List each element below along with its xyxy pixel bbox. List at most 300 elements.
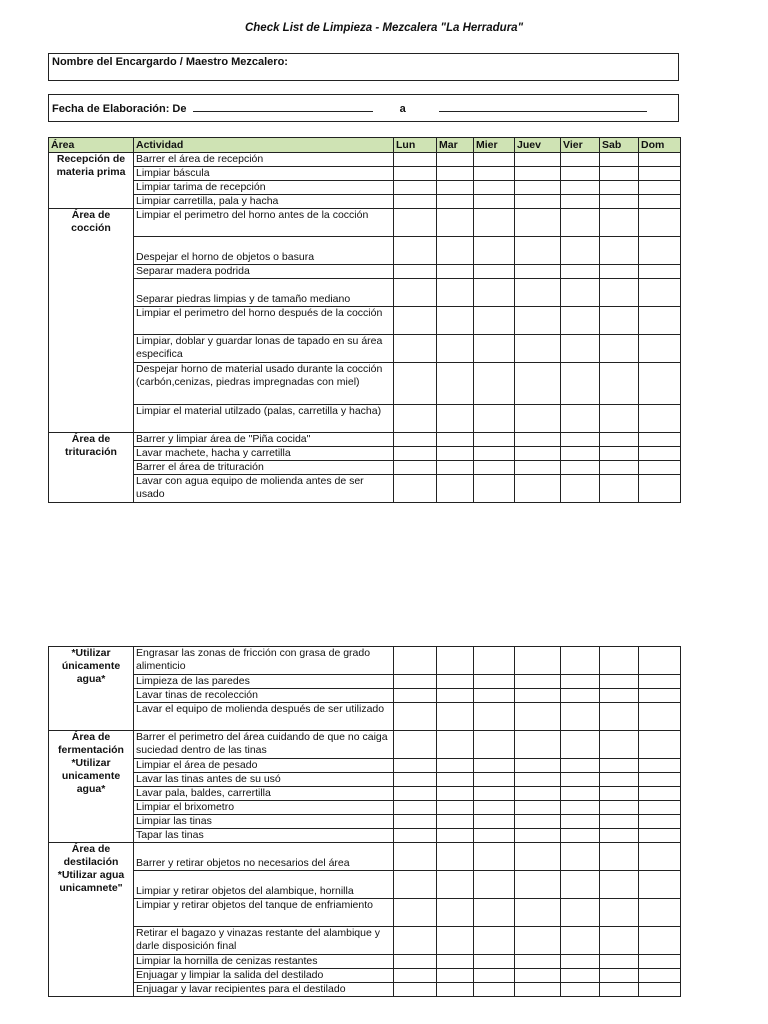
- check-cell-lun[interactable]: [394, 983, 437, 997]
- check-cell-lun[interactable]: [394, 703, 437, 731]
- fecha-label: Fecha de Elaboración: De: [52, 103, 187, 115]
- check-cell-mar[interactable]: [437, 983, 474, 997]
- check-cell-mar[interactable]: [437, 447, 474, 461]
- check-cell-mier[interactable]: [474, 969, 515, 983]
- check-cell-vier[interactable]: [561, 209, 600, 237]
- check-cell-mar[interactable]: [437, 759, 474, 773]
- table-row: [49, 237, 681, 265]
- check-cell-mar[interactable]: [437, 279, 474, 307]
- activity-label: Enjuagar y limpiar la salida del destilado: [134, 969, 394, 983]
- check-cell-vier[interactable]: [561, 363, 600, 405]
- check-cell-lun[interactable]: [394, 927, 437, 955]
- check-cell-vier[interactable]: [561, 461, 600, 475]
- check-cell-mier[interactable]: [474, 675, 515, 689]
- check-cell-mier[interactable]: [474, 955, 515, 969]
- check-cell-mier[interactable]: [474, 209, 515, 237]
- check-cell-sab[interactable]: [600, 335, 639, 363]
- check-cell-dom[interactable]: [639, 461, 681, 475]
- check-cell-dom[interactable]: [639, 675, 681, 689]
- check-cell-dom[interactable]: [639, 843, 681, 871]
- check-cell-mar[interactable]: [437, 647, 474, 675]
- check-cell-dom[interactable]: [639, 195, 681, 209]
- activity-label: Lavar pala, baldes, carrertilla: [134, 787, 394, 801]
- check-cell-mier[interactable]: [474, 237, 515, 265]
- check-cell-vier[interactable]: [561, 405, 600, 433]
- activity-label: Limpiar el brixometro: [134, 801, 394, 815]
- check-cell-mier[interactable]: [474, 433, 515, 447]
- check-cell-mar[interactable]: [437, 969, 474, 983]
- activity-label: Lavar con agua equipo de molienda antes de ser usado: [134, 475, 394, 503]
- activity-label: Tapar las tinas: [134, 829, 394, 843]
- activity-label: Limpiar carretilla, pala y hacha: [134, 195, 394, 209]
- table-row: [49, 335, 681, 363]
- table-row: [49, 759, 681, 773]
- check-cell-lun[interactable]: [394, 209, 437, 237]
- table-row: [49, 675, 681, 689]
- check-cell-juev[interactable]: [515, 675, 561, 689]
- check-cell-mar[interactable]: [437, 829, 474, 843]
- check-cell-mar[interactable]: [437, 307, 474, 335]
- check-cell-sab[interactable]: [600, 447, 639, 461]
- check-cell-dom[interactable]: [639, 871, 681, 899]
- activity-label: Limpiar el área de pesado: [134, 759, 394, 773]
- check-cell-lun[interactable]: [394, 773, 437, 787]
- check-cell-sab[interactable]: [600, 461, 639, 475]
- check-cell-mar[interactable]: [437, 787, 474, 801]
- check-cell-dom[interactable]: [639, 801, 681, 815]
- check-cell-mar[interactable]: [437, 461, 474, 475]
- check-cell-juev[interactable]: [515, 265, 561, 279]
- check-cell-dom[interactable]: [639, 829, 681, 843]
- check-cell-sab[interactable]: [600, 815, 639, 829]
- check-cell-dom[interactable]: [639, 815, 681, 829]
- activity-label: Lavar tinas de recolección: [134, 689, 394, 703]
- check-cell-mar[interactable]: [437, 265, 474, 279]
- check-cell-sab[interactable]: [600, 843, 639, 871]
- encargado-field[interactable]: [48, 53, 679, 81]
- check-cell-sab[interactable]: [600, 927, 639, 955]
- activity-label: Barrer y limpiar área de "Piña cocida": [134, 433, 394, 447]
- activity-label: Limpiar el perimetro del horno después de la cocción: [134, 307, 394, 335]
- check-cell-sab[interactable]: [600, 787, 639, 801]
- check-cell-sab[interactable]: [600, 181, 639, 195]
- check-cell-mier[interactable]: [474, 829, 515, 843]
- check-cell-lun[interactable]: [394, 153, 437, 167]
- check-cell-vier[interactable]: [561, 675, 600, 689]
- check-cell-lun[interactable]: [394, 871, 437, 899]
- check-cell-juev[interactable]: [515, 209, 561, 237]
- check-cell-juev[interactable]: [515, 647, 561, 675]
- check-cell-mar[interactable]: [437, 167, 474, 181]
- check-cell-mar[interactable]: [437, 433, 474, 447]
- area-label: Área de destilación *Utilizar agua unicamnete": [49, 843, 134, 997]
- table-row: [49, 787, 681, 801]
- check-cell-dom[interactable]: [639, 647, 681, 675]
- check-cell-lun[interactable]: [394, 969, 437, 983]
- check-cell-sab[interactable]: [600, 363, 639, 405]
- check-cell-sab[interactable]: [600, 237, 639, 265]
- table-row: [49, 405, 681, 433]
- table-row: [49, 773, 681, 787]
- check-cell-vier[interactable]: [561, 759, 600, 773]
- activity-label: Barrer y retirar objetos no necesarios del área: [134, 843, 394, 871]
- check-cell-juev[interactable]: [515, 335, 561, 363]
- check-cell-vier[interactable]: [561, 167, 600, 181]
- check-cell-mier[interactable]: [474, 307, 515, 335]
- check-cell-mar[interactable]: [437, 871, 474, 899]
- check-cell-sab[interactable]: [600, 899, 639, 927]
- fecha-a-label: a: [399, 103, 406, 115]
- check-cell-vier[interactable]: [561, 969, 600, 983]
- check-cell-sab[interactable]: [600, 167, 639, 181]
- check-cell-dom[interactable]: [639, 475, 681, 503]
- check-cell-mier[interactable]: [474, 475, 515, 503]
- activity-label: Lavar las tinas antes de su usó: [134, 773, 394, 787]
- check-cell-mar[interactable]: [437, 801, 474, 815]
- table-row: [49, 209, 681, 237]
- check-cell-vier[interactable]: [561, 773, 600, 787]
- check-cell-mier[interactable]: [474, 759, 515, 773]
- page-title: Check List de Limpieza - Mezcalera "La Herradura": [244, 22, 524, 34]
- check-cell-juev[interactable]: [515, 307, 561, 335]
- activity-label: Lavar el equipo de molienda después de ser utilizado: [134, 703, 394, 731]
- check-cell-juev[interactable]: [515, 237, 561, 265]
- check-cell-juev[interactable]: [515, 983, 561, 997]
- check-cell-mier[interactable]: [474, 871, 515, 899]
- check-cell-lun[interactable]: [394, 335, 437, 363]
- check-cell-dom[interactable]: [639, 153, 681, 167]
- check-cell-juev[interactable]: [515, 461, 561, 475]
- header-area: Área: [49, 138, 134, 153]
- check-cell-juev[interactable]: [515, 871, 561, 899]
- check-cell-mar[interactable]: [437, 363, 474, 405]
- check-cell-lun[interactable]: [394, 265, 437, 279]
- activity-label: Despejar el horno de objetos o basura: [134, 237, 394, 265]
- check-cell-dom[interactable]: [639, 363, 681, 405]
- check-cell-juev[interactable]: [515, 181, 561, 195]
- check-cell-dom[interactable]: [639, 181, 681, 195]
- activity-label: Limpiar el perimetro del horno antes de la cocción: [134, 209, 394, 237]
- check-cell-sab[interactable]: [600, 279, 639, 307]
- check-cell-dom[interactable]: [639, 405, 681, 433]
- check-cell-juev[interactable]: [515, 801, 561, 815]
- check-cell-sab[interactable]: [600, 759, 639, 773]
- header-row: [49, 138, 681, 153]
- check-cell-sab[interactable]: [600, 983, 639, 997]
- check-cell-lun[interactable]: [394, 647, 437, 675]
- check-cell-mar[interactable]: [437, 675, 474, 689]
- check-cell-mar[interactable]: [437, 405, 474, 433]
- check-cell-dom[interactable]: [639, 335, 681, 363]
- area-label: *Utilizar únicamente agua*: [49, 647, 134, 731]
- check-cell-dom[interactable]: [639, 759, 681, 773]
- check-cell-juev[interactable]: [515, 927, 561, 955]
- header-actividad: Actividad: [134, 138, 394, 153]
- check-cell-juev[interactable]: [515, 447, 561, 461]
- check-cell-mier[interactable]: [474, 279, 515, 307]
- check-cell-mar[interactable]: [437, 955, 474, 969]
- check-cell-dom[interactable]: [639, 787, 681, 801]
- area-label: Área de fermentación *Utilizar unicamente agua*: [49, 731, 134, 843]
- check-cell-mier[interactable]: [474, 773, 515, 787]
- activity-label: Separar piedras limpias y de tamaño mediano: [134, 279, 394, 307]
- check-cell-mier[interactable]: [474, 181, 515, 195]
- check-cell-lun[interactable]: [394, 307, 437, 335]
- check-cell-dom[interactable]: [639, 983, 681, 997]
- check-cell-vier[interactable]: [561, 927, 600, 955]
- check-cell-vier[interactable]: [561, 181, 600, 195]
- check-cell-juev[interactable]: [515, 433, 561, 447]
- check-cell-lun[interactable]: [394, 181, 437, 195]
- check-cell-vier[interactable]: [561, 153, 600, 167]
- check-cell-mier[interactable]: [474, 983, 515, 997]
- table-row: [49, 433, 681, 447]
- check-cell-vier[interactable]: [561, 335, 600, 363]
- check-cell-vier[interactable]: [561, 983, 600, 997]
- check-cell-mar[interactable]: [437, 689, 474, 703]
- check-cell-dom[interactable]: [639, 689, 681, 703]
- check-cell-sab[interactable]: [600, 209, 639, 237]
- check-cell-lun[interactable]: [394, 433, 437, 447]
- activity-label: Engrasar las zonas de fricción con grasa de grado alimenticio: [134, 647, 394, 675]
- check-cell-mier[interactable]: [474, 447, 515, 461]
- check-cell-sab[interactable]: [600, 689, 639, 703]
- check-cell-vier[interactable]: [561, 871, 600, 899]
- check-cell-mier[interactable]: [474, 363, 515, 405]
- check-cell-vier[interactable]: [561, 801, 600, 815]
- check-cell-lun[interactable]: [394, 689, 437, 703]
- check-cell-dom[interactable]: [639, 307, 681, 335]
- check-cell-juev[interactable]: [515, 405, 561, 433]
- check-cell-dom[interactable]: [639, 265, 681, 279]
- check-cell-dom[interactable]: [639, 279, 681, 307]
- check-cell-vier[interactable]: [561, 955, 600, 969]
- check-cell-dom[interactable]: [639, 209, 681, 237]
- table-row: [49, 265, 681, 279]
- check-cell-vier[interactable]: [561, 703, 600, 731]
- check-cell-sab[interactable]: [600, 675, 639, 689]
- check-cell-mier[interactable]: [474, 927, 515, 955]
- check-cell-mier[interactable]: [474, 265, 515, 279]
- check-cell-sab[interactable]: [600, 969, 639, 983]
- fecha-desde-line[interactable]: [193, 102, 373, 112]
- check-cell-juev[interactable]: [515, 899, 561, 927]
- check-cell-vier[interactable]: [561, 815, 600, 829]
- check-cell-vier[interactable]: [561, 731, 600, 759]
- check-cell-mier[interactable]: [474, 801, 515, 815]
- check-cell-vier[interactable]: [561, 237, 600, 265]
- activity-label: Limpiar báscula: [134, 167, 394, 181]
- check-cell-sab[interactable]: [600, 773, 639, 787]
- check-cell-dom[interactable]: [639, 703, 681, 731]
- check-cell-mier[interactable]: [474, 647, 515, 675]
- activity-label: Limpiar, doblar y guardar lonas de tapado en su área especifica: [134, 335, 394, 363]
- check-cell-sab[interactable]: [600, 871, 639, 899]
- check-cell-mar[interactable]: [437, 843, 474, 871]
- check-cell-juev[interactable]: [515, 689, 561, 703]
- check-cell-sab[interactable]: [600, 801, 639, 815]
- check-cell-mar[interactable]: [437, 475, 474, 503]
- check-cell-lun[interactable]: [394, 279, 437, 307]
- check-cell-vier[interactable]: [561, 899, 600, 927]
- check-cell-mar[interactable]: [437, 927, 474, 955]
- check-cell-lun[interactable]: [394, 829, 437, 843]
- check-cell-lun[interactable]: [394, 475, 437, 503]
- check-cell-mier[interactable]: [474, 787, 515, 801]
- activity-label: Limpiar las tinas: [134, 815, 394, 829]
- check-cell-dom[interactable]: [639, 927, 681, 955]
- table-row: [49, 815, 681, 829]
- table-row: [49, 689, 681, 703]
- check-cell-mier[interactable]: [474, 153, 515, 167]
- check-cell-lun[interactable]: [394, 801, 437, 815]
- check-cell-juev[interactable]: [515, 787, 561, 801]
- checklist-table-page1: [48, 137, 681, 503]
- check-cell-dom[interactable]: [639, 237, 681, 265]
- check-cell-lun[interactable]: [394, 167, 437, 181]
- check-cell-mier[interactable]: [474, 167, 515, 181]
- check-cell-sab[interactable]: [600, 829, 639, 843]
- check-cell-mier[interactable]: [474, 703, 515, 731]
- check-cell-mar[interactable]: [437, 209, 474, 237]
- check-cell-dom[interactable]: [639, 899, 681, 927]
- check-cell-juev[interactable]: [515, 731, 561, 759]
- check-cell-vier[interactable]: [561, 475, 600, 503]
- check-cell-mar[interactable]: [437, 181, 474, 195]
- check-cell-sab[interactable]: [600, 195, 639, 209]
- check-cell-vier[interactable]: [561, 843, 600, 871]
- table-row: [49, 731, 681, 759]
- check-cell-lun[interactable]: [394, 955, 437, 969]
- check-cell-vier[interactable]: [561, 787, 600, 801]
- check-cell-lun[interactable]: [394, 815, 437, 829]
- check-cell-lun[interactable]: [394, 363, 437, 405]
- check-cell-sab[interactable]: [600, 647, 639, 675]
- check-cell-juev[interactable]: [515, 969, 561, 983]
- check-cell-dom[interactable]: [639, 969, 681, 983]
- check-cell-sab[interactable]: [600, 433, 639, 447]
- check-cell-juev[interactable]: [515, 167, 561, 181]
- check-cell-lun[interactable]: [394, 405, 437, 433]
- check-cell-lun[interactable]: [394, 899, 437, 927]
- check-cell-mier[interactable]: [474, 731, 515, 759]
- check-cell-sab[interactable]: [600, 955, 639, 969]
- check-cell-mier[interactable]: [474, 405, 515, 433]
- fecha-hasta-line[interactable]: [439, 102, 647, 112]
- check-cell-vier[interactable]: [561, 447, 600, 461]
- activity-label: Barrer el perimetro del área cuidando de que no caiga suciedad dentro de las tinas: [134, 731, 394, 759]
- check-cell-lun[interactable]: [394, 759, 437, 773]
- check-cell-sab[interactable]: [600, 265, 639, 279]
- check-cell-mar[interactable]: [437, 195, 474, 209]
- check-cell-juev[interactable]: [515, 475, 561, 503]
- table-row: [49, 927, 681, 955]
- check-cell-lun[interactable]: [394, 787, 437, 801]
- check-cell-dom[interactable]: [639, 731, 681, 759]
- header-lun: Lun: [394, 138, 437, 153]
- header-mar: Mar: [437, 138, 474, 153]
- check-cell-vier[interactable]: [561, 307, 600, 335]
- header-sab: Sab: [600, 138, 639, 153]
- check-cell-lun[interactable]: [394, 675, 437, 689]
- check-cell-mier[interactable]: [474, 689, 515, 703]
- check-cell-lun[interactable]: [394, 447, 437, 461]
- check-cell-mar[interactable]: [437, 773, 474, 787]
- check-cell-juev[interactable]: [515, 279, 561, 307]
- check-cell-sab[interactable]: [600, 703, 639, 731]
- check-cell-mier[interactable]: [474, 461, 515, 475]
- check-cell-juev[interactable]: [515, 773, 561, 787]
- check-cell-lun[interactable]: [394, 237, 437, 265]
- check-cell-mar[interactable]: [437, 153, 474, 167]
- check-cell-mier[interactable]: [474, 335, 515, 363]
- activity-label: Limpiar la hornilla de cenizas restantes: [134, 955, 394, 969]
- check-cell-juev[interactable]: [515, 815, 561, 829]
- check-cell-sab[interactable]: [600, 731, 639, 759]
- area-label: Área de cocción: [49, 209, 134, 433]
- check-cell-dom[interactable]: [639, 167, 681, 181]
- check-cell-mar[interactable]: [437, 237, 474, 265]
- check-cell-mar[interactable]: [437, 703, 474, 731]
- check-cell-lun[interactable]: [394, 731, 437, 759]
- check-cell-vier[interactable]: [561, 265, 600, 279]
- check-cell-mier[interactable]: [474, 899, 515, 927]
- check-cell-sab[interactable]: [600, 405, 639, 433]
- check-cell-juev[interactable]: [515, 829, 561, 843]
- check-cell-juev[interactable]: [515, 955, 561, 969]
- check-cell-sab[interactable]: [600, 307, 639, 335]
- table-row: [49, 363, 681, 405]
- check-cell-juev[interactable]: [515, 759, 561, 773]
- activity-label: Barrer el área de trituración: [134, 461, 394, 475]
- check-cell-lun[interactable]: [394, 843, 437, 871]
- check-cell-mier[interactable]: [474, 843, 515, 871]
- check-cell-vier[interactable]: [561, 433, 600, 447]
- check-cell-juev[interactable]: [515, 195, 561, 209]
- table-row: [49, 647, 681, 675]
- check-cell-juev[interactable]: [515, 363, 561, 405]
- table-row: [49, 167, 681, 181]
- check-cell-vier[interactable]: [561, 279, 600, 307]
- table-row: [49, 899, 681, 927]
- check-cell-dom[interactable]: [639, 773, 681, 787]
- check-cell-lun[interactable]: [394, 195, 437, 209]
- check-cell-sab[interactable]: [600, 475, 639, 503]
- activity-label: Barrer el área de recepción: [134, 153, 394, 167]
- check-cell-dom[interactable]: [639, 955, 681, 969]
- check-cell-juev[interactable]: [515, 153, 561, 167]
- check-cell-mar[interactable]: [437, 731, 474, 759]
- table-row: [49, 703, 681, 731]
- check-cell-dom[interactable]: [639, 447, 681, 461]
- check-cell-mar[interactable]: [437, 815, 474, 829]
- check-cell-vier[interactable]: [561, 647, 600, 675]
- check-cell-vier[interactable]: [561, 195, 600, 209]
- check-cell-juev[interactable]: [515, 703, 561, 731]
- checklist-table-page2: [48, 646, 681, 997]
- check-cell-mar[interactable]: [437, 335, 474, 363]
- check-cell-mier[interactable]: [474, 815, 515, 829]
- check-cell-mier[interactable]: [474, 195, 515, 209]
- check-cell-juev[interactable]: [515, 843, 561, 871]
- check-cell-vier[interactable]: [561, 829, 600, 843]
- check-cell-sab[interactable]: [600, 153, 639, 167]
- check-cell-lun[interactable]: [394, 461, 437, 475]
- check-cell-vier[interactable]: [561, 689, 600, 703]
- check-cell-dom[interactable]: [639, 433, 681, 447]
- fecha-field[interactable]: [48, 94, 679, 122]
- check-cell-mar[interactable]: [437, 899, 474, 927]
